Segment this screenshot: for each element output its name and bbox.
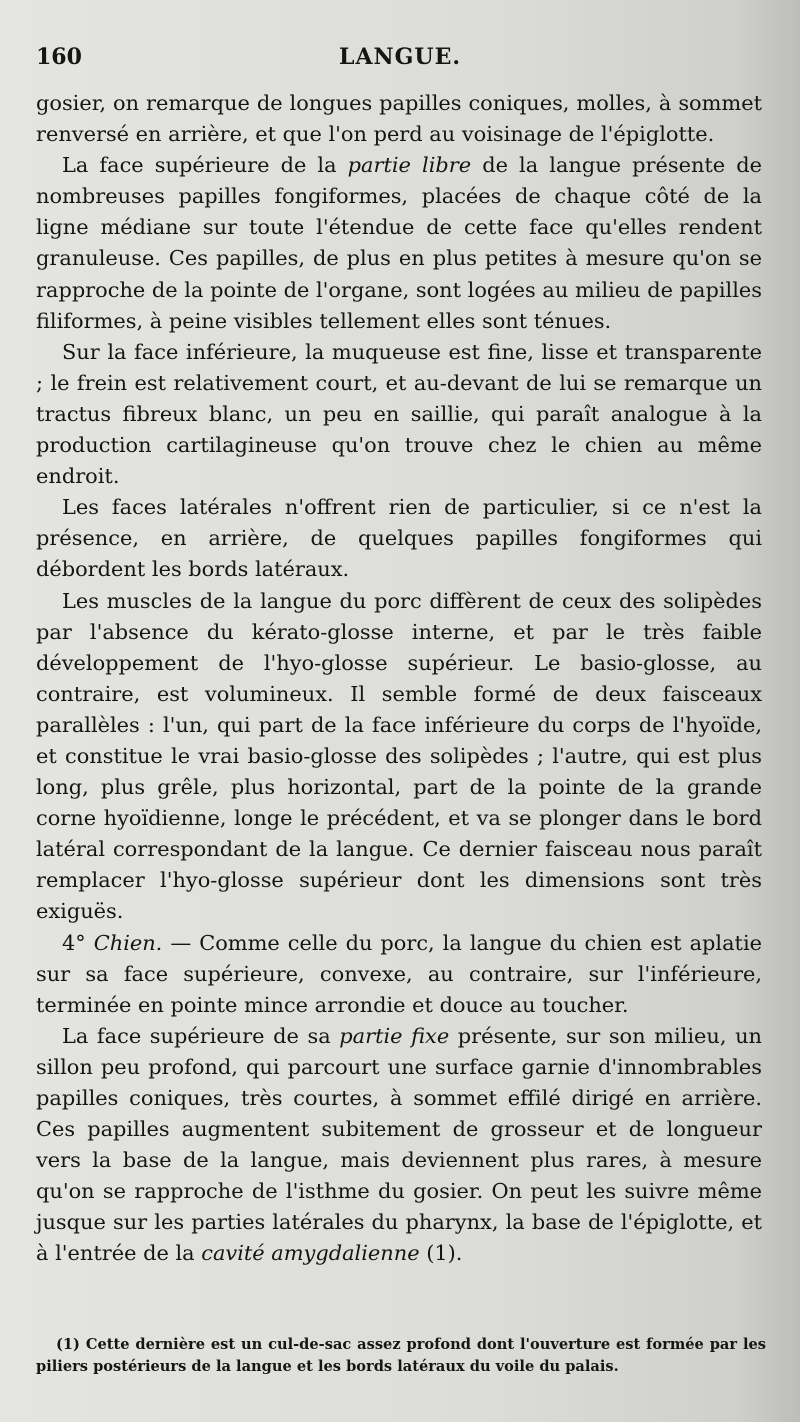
paragraph-4: Les faces latérales n'offrent rien de particulier, si ce n'est la présence, en arrière, de quelques papilles fongiformes qui débordent les bords latéraux. [36,495,762,582]
italic-term: cavité amygdalienne [201,1241,420,1266]
paragraph-1: gosier, on remarque de longues papilles coniques, molles, à sommet renversé en arrière, et que l'on perd au voisinage de l'épiglotte. [36,91,762,147]
footnotes [36,1334,766,1377]
italic-term: partie libre [347,153,472,178]
page-number: 160 [36,44,82,70]
paragraph-5: Les muscles de la langue du porc diffèrent de ceux des solipèdes par l'absence du kérato-glosse interne, et par le très faible développement de l'hyo-glosse supérieur. Le basio-glosse, au contraire, est volumineux. Il semble formé de deux faisceaux parallèles : l'un, qui part de la face inférieure du corps de l'hyoïde, et constitue le vrai basio-glosse des solipèdes ; l'autre, qui est plus long, plus grêle, plus horizontal, part de la pointe de la grande corne hyoïdienne, longe le précédent, et va se plonger dans le bord latéral correspondant de la langue. Ce dernier faisceau nous paraît remplacer l'hyo-glosse supérieur dont les dimensions sont très exiguës. [36,588,762,924]
page-header [36,44,764,74]
paragraph-6: 4° Chien. — Comme celle du porc, la langue du chien est aplatie sur sa face supérieure, convexe, au contraire, sur l'inférieure, terminée en pointe mince arrondie et douce au toucher. [36,930,762,1017]
paragraph-7: La face supérieure de sa partie fixe présente, sur son milieu, un sillon peu profond, qui parcourt une surface garnie d'innombrables papilles coniques, très courtes, à sommet effilé dirigé en arrière. Ces papilles augmentent subitement de grosseur et de longueur vers la base de la langue, mais deviennent plus rares, à mesure qu'on se rapproche de l'isthme du gosier. On peut les suivre même jusque sur les parties latérales du pharynx, la base de l'épiglotte, et à l'entrée de la cavité amygdalienne (1). [36,1023,762,1266]
paragraph-2: La face supérieure de la partie libre de la langue présente de nombreuses papilles fongiformes, placées de chaque côté de la ligne médiane sur toute l'étendue de cette face qu'elles rendent granuleuse. Ces papilles, de plus en plus petites à mesure qu'on se rapproche de la pointe de l'organe, sont logées au milieu de papilles filiformes, à peine visibles tellement elles sont ténues. [36,153,762,333]
body-text [36,88,762,1270]
footnote-1: (1) Cette dernière est un cul-de-sac assez profond dont l'ouverture est formée par les piliers postérieurs de la langue et les bords latéraux du voile du palais. [36,1336,766,1375]
italic-term: partie fixe [339,1023,450,1048]
section-heading-chien: Chien. [93,930,163,955]
running-title: LANGUE. [338,44,462,70]
paragraph-3: Sur la face inférieure, la muqueuse est fine, lisse et transparente ; le frein est relativement court, et au-devant de lui se remarque un tractus fibreux blanc, un peu en saillie, qui paraît analogue à la production cartilagineuse qu'on trouve chez le chien au même endroit. [36,339,762,489]
